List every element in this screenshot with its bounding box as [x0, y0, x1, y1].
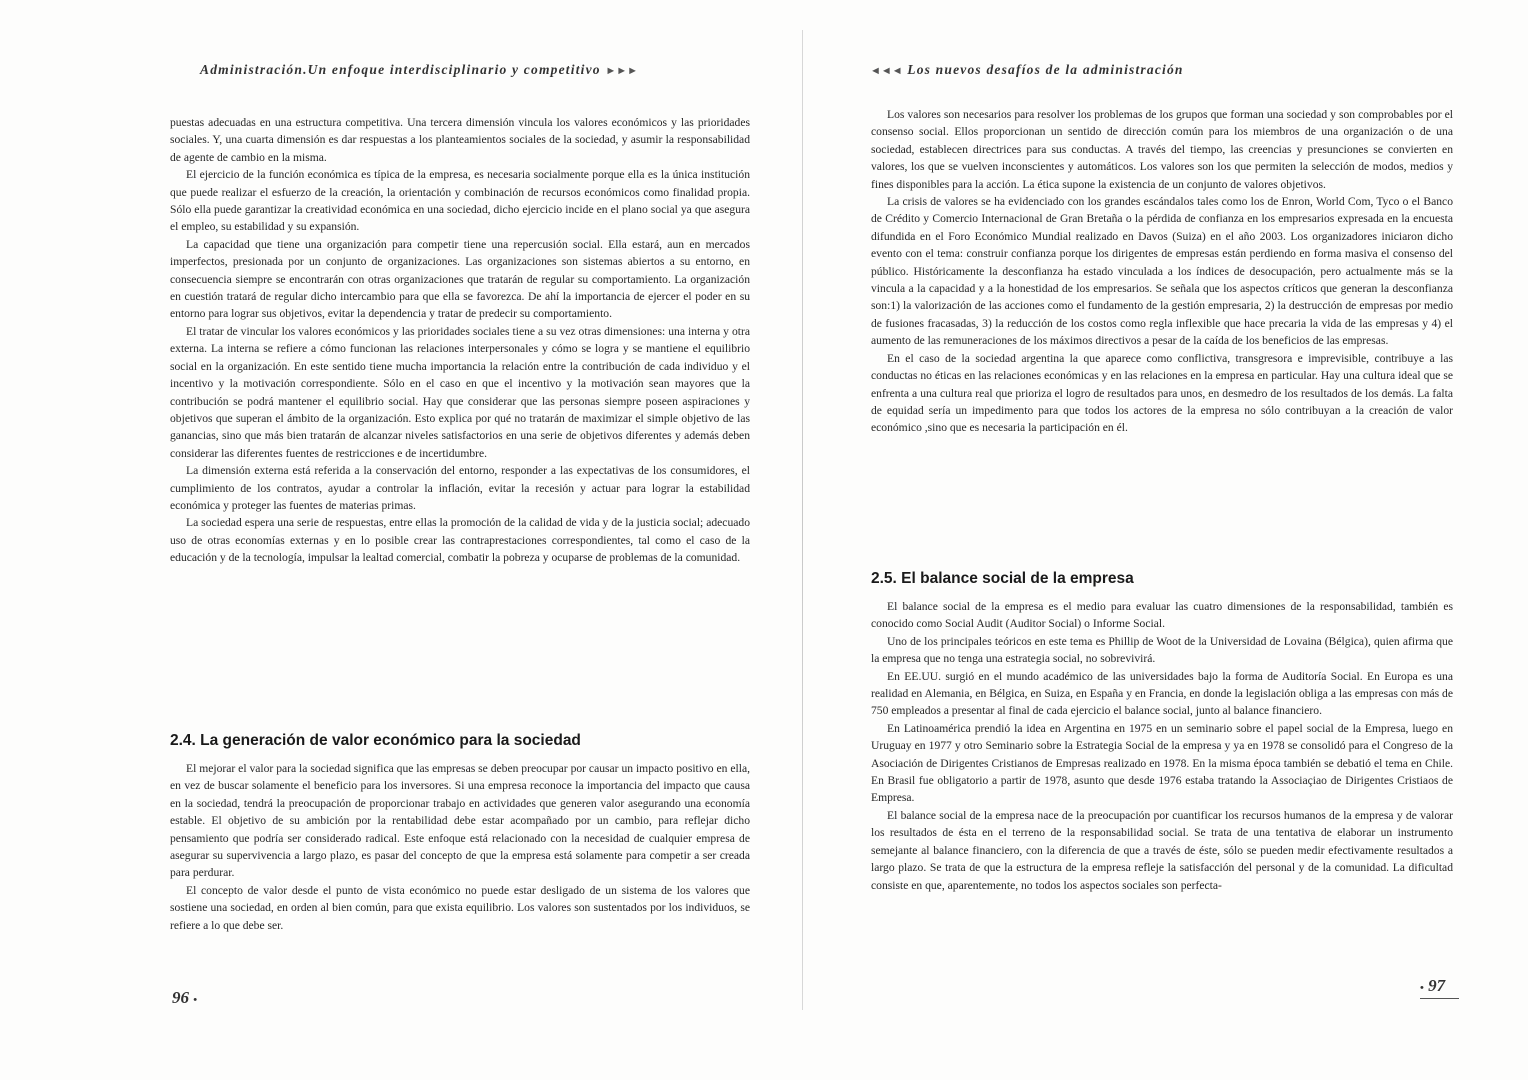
paragraph: El balance social de la empresa es el medio para evaluar las cuatro dimensiones de la responsabilidad, también es conocido como Social Audit (Auditor Social) o Informe Social. — [871, 600, 1453, 631]
paragraph: El balance social de la empresa nace de la preocupación por cuantificar los recursos humanos de la empresa y de valorar los resultados de ésta en el terreno de la responsabilidad social. Se trata de una tentativa de elaborar un instrumento semejante al balance financiero, con la diferencia de que a través de éste, sólo se pueden medir efectivamente resultados a largo plazo. Se trata de que la estructura de la empresa refleje la satisfacción del personal y de la comunidad. La dificultad consiste en que, aparentemente, no todos los aspectos sociales son perfecta- — [871, 808, 1453, 892]
right-running-head-title: Los nuevos desafíos de la administración — [907, 62, 1184, 77]
section-heading-2-4: 2.4. La generación de valor económico para la sociedad — [170, 732, 581, 749]
left-running-head — [200, 62, 638, 78]
right-text-bottom — [871, 598, 1453, 894]
right-arrows-icon: ►►► — [605, 65, 638, 77]
book-gutter — [802, 30, 803, 1010]
paragraph: El ejercicio de la función económica es típica de la empresa, es necesaria socialmente porque ella es la única institución que puede realizar el esfuerzo de la creación, la orientación y combinación de recursos económicos como finalidad propia. Sólo ella puede garantizar la creatividad económica en una sociedad, dicho ejercicio incide en el plano social ya que asegura el empleo, su estabilidad y su expansión. — [170, 168, 750, 234]
left-arrows-icon: ◄◄◄ — [870, 65, 903, 77]
paragraph: En Latinoamérica prendió la idea en Argentina en 1975 en un seminario sobre el papel social de la Empresa, luego en Uruguay en 1977 y otro Seminario sobre la Estrategia Social de la empresa y ya en 1978 se consolidó para el Congreso de la Asociación de Dirigentes Cristianos de Empresas realizado en 1978. En la misma época también se debatió el tema en Chile. En Brasil fue obligatorio a partir de 1978, asunto que desde 1976 estaba tratando la Associaçiao de Dirigentes Cristiaos de Empresa. — [871, 721, 1453, 805]
page-number-right — [1420, 976, 1459, 999]
paragraph: puestas adecuadas en una estructura competitiva. Una tercera dimensión vincula los valores económicos y las prioridades sociales. Y, una cuarta dimensión es dar respuestas a los planteamientos sociales de la sociedad, y asumir la responsabilidad de agente de cambio en la misma. — [170, 116, 750, 164]
paragraph: La capacidad que tiene una organización para competir tiene una repercusión social. Ella estará, aun en mercados imperfectos, presionada por un conjunto de organizaciones. Las organizaciones son sistemas abiertos a su entorno, en consecuencia siempre se encontrarán con otras organizaciones que tratarán de regular su comportamiento. La organización en cuestión tratará de regular dicho intercambio para que ella se favorezca. De ahí la importancia de ejercer el poder en su entorno para lograr sus objetivos, evitar la dependencia y tratar de predecir su comportamiento. — [170, 237, 750, 321]
paragraph: La sociedad espera una serie de respuestas, entre ellas la promoción de la calidad de vida y de la justicia social; adecuado uso de otras economías externas y en lo posible crear las contraprestaciones correspondientes, tal como el caso de la educación y de la tecnología, impulsar la lealtad comercial, combatir la pobreza y ocuparse de problemas de la comunidad. — [170, 516, 750, 565]
left-running-head-title: Administración.Un enfoque interdisciplinario y competitivo — [200, 62, 601, 77]
paragraph: En el caso de la sociedad argentina la que aparece como conflictiva, transgresora e imprevisible, contribuye a las conductas no éticas en las relaciones económicas y en las relaciones en la empresa en particular. Hay una cultura ideal que se enfrenta a una cultura real que prioriza el logro de resultados para unos, en desmedro de los resultados de los demás. La falta de equidad sería un impedimento para que todos los actores de la empresa no sólo contribuyan a la creación de valor económico ,sino que es necesaria la participación en él. — [871, 351, 1453, 435]
left-text-top — [170, 114, 750, 567]
page-number-left — [172, 988, 197, 1008]
page-number-value: 96 — [172, 988, 189, 1007]
section-heading-2-5: 2.5. El balance social de la empresa — [871, 570, 1134, 587]
bullet-icon: • — [193, 994, 198, 1006]
right-page — [804, 0, 1528, 1080]
paragraph: La crisis de valores se ha evidenciado con los grandes escándalos tales como los de Enron, World Com, Tyco o el Banco de Crédito y Comercio Internacional de Gran Bretaña o la pérdida de confianza en los empresarios expresada en la encuesta difundida en el Foro Económico Mundial realizado en Davos (Suiza) en el año 2003. Los organizadores iniciaron dicho evento con el tema: construir confianza porque los dirigentes de empresas están perdiendo en forma masiva el consenso del público. Históricamente la desconfianza ha estado vinculada a los índices de desocupación, pero actualmente más se la vincula a la capacidad y a la honestidad de los empresarios. Se señala que los aspectos críticos que generan la desconfianza son:1) la valorización de las acciones como el fundamento de la gestión empresaria, 2) la destrucción de empresas por medio de fusiones fracasadas, 3) la reducción de los costos como regla inflexible que hace precaria la vida de las empresas y 4) el aumento de las remuneraciones de los máximos directivos a pesar de la caída de los beneficios de las empresas. — [871, 195, 1453, 348]
paragraph: Los valores son necesarios para resolver los problemas de los grupos que forman una sociedad y son comprobables por el consenso social. Ellos proporcionan un sentido de dirección común para los miembros de una organización o de una sociedad, establecen directrices para sus conductas. A través del tiempo, las creencias y presunciones se convierten en valores, los que se vuelven inconscientes y automáticos. Los valores son los que permiten la selección de modos, medios y fines disponibles para la acción. La ética supone la existencia de un conjunto de valores objetivos. — [871, 108, 1453, 191]
paragraph: La dimensión externa está referida a la conservación del entorno, responder a las expectativas de los consumidores, el cumplimiento de los contratos, ayudar a controlar la inflación, evitar la recesión y actuar para lograr la estabilidad económica y proteger las fuentes de materias primas. — [170, 464, 750, 512]
left-text-bottom — [170, 760, 750, 934]
right-running-head — [870, 62, 1184, 78]
right-text-top — [871, 106, 1453, 437]
paragraph: El tratar de vincular los valores económicos y las prioridades sociales tiene a su vez otras dimensiones: una interna y otra externa. La interna se refiere a cómo funcionan las relaciones interpersonales y cómo se logra y se mantiene el equilibrio social en la organización. En este sentido tiene mucha importancia la relación entre la contribución de cada individuo y el incentivo y la motivación correspondiente. Sólo en el caso en que el incentivo y la motivación sean mayores que la contribución se podrá mantener el equilibrio social. Hay que considerar que las personas siempre poseen aspiraciones y objetivos que superan el ámbito de la organización. Esto explica por qué no tratarán de maximizar el simple objetivo de las ganancias, sino que más bien tratarán de alcanzar niveles satisfactorios en una serie de objetivos diferentes y además deben considerar las diferentes fuentes de restricciones e de incertidumbre. — [170, 324, 750, 460]
paragraph: El concepto de valor desde el punto de vista económico no puede estar desligado de un sistema de los valores que sostiene una sociedad, en orden al bien común, para que exista equilibrio. Los valores son sustentados por los individuos, se refiere a lo que debe ser. — [170, 883, 750, 932]
paragraph: Uno de los principales teóricos en este tema es Phillip de Woot de la Universidad de Lovaina (Bélgica), quien afirma que la empresa que no tenga una estrategia social, no sobrevivirá. — [871, 634, 1453, 666]
paragraph: En EE.UU. surgió en el mundo académico de las universidades bajo la forma de Auditoría Social. En Europa es una realidad en Alemania, en Bélgica, en Suiza, en España y en Francia, en donde la legislación obliga a las empresas con más de 750 empleados a presentar al final de cada ejercicio el balance social, junto al balance financiero. — [871, 669, 1453, 718]
bullet-icon: • — [1420, 982, 1424, 994]
paragraph: El mejorar el valor para la sociedad significa que las empresas se deben preocupar por causar un impacto positivo en ella, en vez de buscar solamente el beneficio para los inversores. Si una empresa reconoce la importancia del impacto que causa en la sociedad, tendrá la preocupación de proporcionar trabajo en actividades que generen valor asegurando una economía estable. El objetivo de su ambición por la rentabilidad debe estar acompañado por un cambio, para reflejar dicho pensamiento que podría ser considerado radical. Este enfoque está relacionado con la necesidad de cualquier empresa de asegurar su supervivencia a largo plazo, es pasar del concepto de que la empresa está solamente para competir a ser creada para perdurar. — [170, 762, 750, 880]
page-number-value: 97 — [1428, 976, 1446, 995]
